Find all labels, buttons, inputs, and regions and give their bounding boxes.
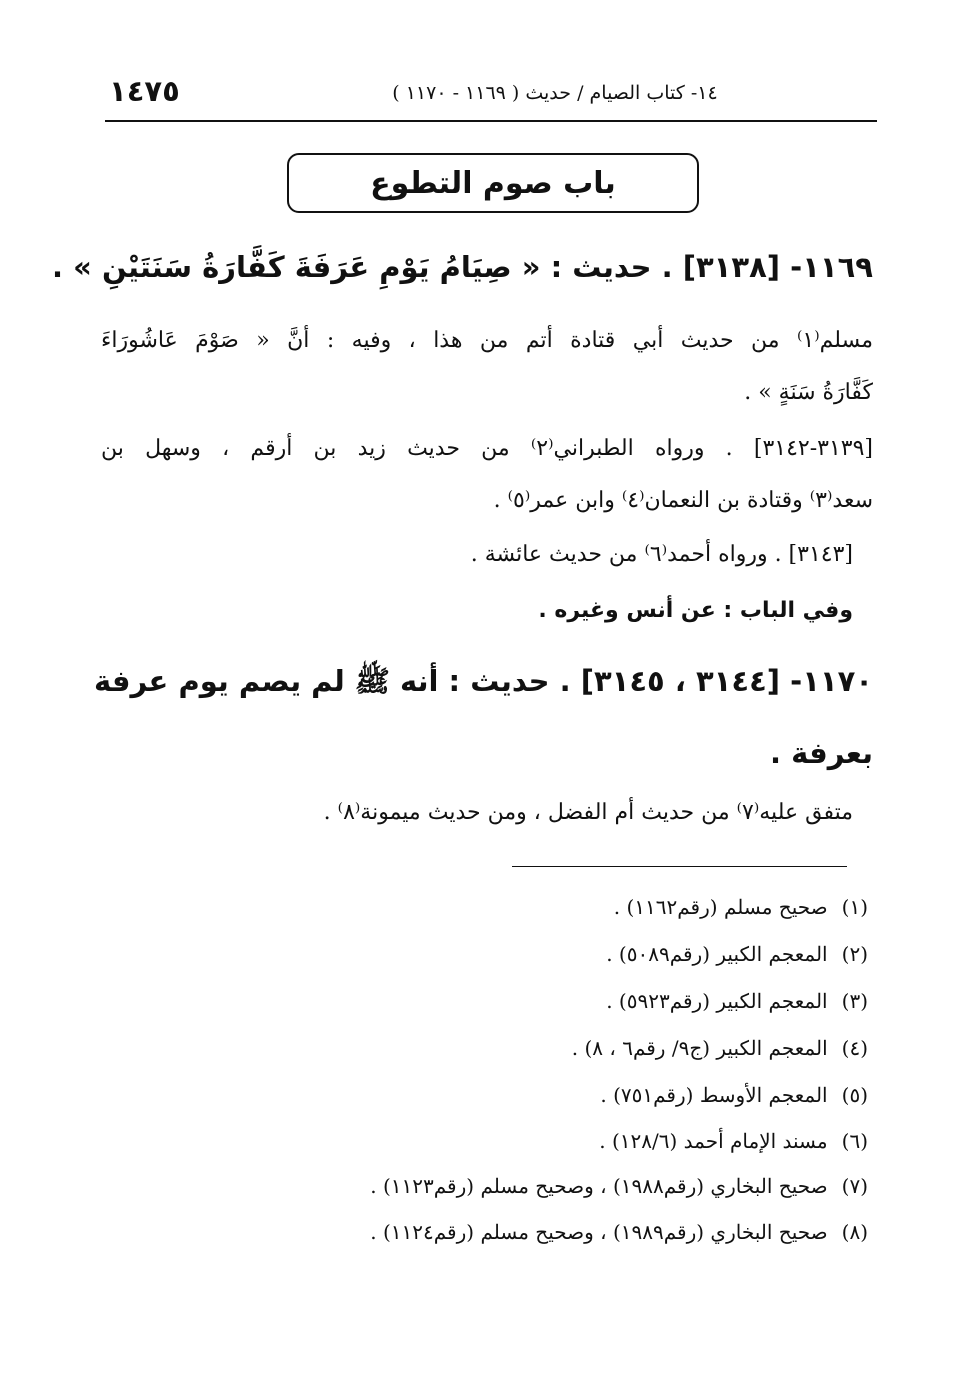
- footnote-5: [600, 1083, 868, 1107]
- footnote-text: المعجم الكبير (رقم٥٠٨٩) .: [606, 942, 828, 966]
- hadith-1170-heading: ١١٧٠- [٣١٤٤ ، ٣١٤٥] . حديث : أنه ﷺ لم يصم يوم عرفة: [93, 664, 873, 698]
- footnote-number: (١): [841, 895, 868, 919]
- footnote-text: المعجم الأوسط (رقم٧٥١) .: [600, 1083, 828, 1107]
- footnote-separator: [512, 866, 847, 867]
- footnote-2: [606, 942, 868, 966]
- footnote-number: (٨): [841, 1220, 868, 1244]
- footnote-3: [606, 989, 868, 1013]
- footnote-7: [370, 1174, 868, 1198]
- hadith-1169-text-line-3: [٣١٣٩-٣١٤٢] . ورواه الطبراني⁽٢⁾ من حديث زيد بن أرقم ، وسهل بن: [101, 436, 873, 461]
- footnote-number: (٣): [841, 989, 868, 1013]
- hadith-1169-text-line-4: سعد⁽٣⁾ وقتادة بن النعمان⁽٤⁾ وابن عمر⁽٥⁾ .: [493, 488, 873, 513]
- page-number: ١٤٧٥: [109, 74, 180, 108]
- page-header: [105, 74, 877, 122]
- running-title: ١٤- كتاب الصيام / حديث ( ١١٦٩ - ١١٧٠ ): [392, 82, 718, 104]
- hadith-1169-heading: ١١٦٩- [٣١٣٨] . حديث : « صِيَامُ يَوْمِ عَرَفَةَ كَفَّارَةُ سَنَتَيْنِ » .: [52, 250, 873, 284]
- footnote-8: [370, 1220, 868, 1244]
- hadith-1169-text-line-1: مسلم⁽١⁾ من حديث أبي قتادة أتم من هذا ، وفيه : أنَّ « صَوْمَ عَاشُورَاءَ: [101, 328, 873, 353]
- footnote-1: [614, 895, 868, 919]
- hadith-1169-text-line-5: [٣١٤٣] . ورواه أحمد⁽٦⁾ من حديث عائشة .: [470, 542, 853, 567]
- footnote-6: [599, 1129, 868, 1153]
- hadith-1170-heading-cont: بعرفة .: [770, 736, 873, 770]
- footnote-number: (٤): [841, 1036, 868, 1060]
- footnote-number: (٥): [841, 1083, 868, 1107]
- footnote-number: (٢): [841, 942, 868, 966]
- footnote-text: مسند الإمام أحمد (١٢٨/٦) .: [599, 1129, 828, 1153]
- footnote-number: (٦): [841, 1129, 868, 1153]
- hadith-1170-text: متفق عليه⁽٧⁾ من حديث أم الفضل ، ومن حديث ميمونة⁽٨⁾ .: [323, 800, 853, 825]
- footnote-text: المعجم الكبير (رقم٥٩٢٣) .: [606, 989, 828, 1013]
- hadith-1169-bab-note: وفي الباب : عن أنس وغيره .: [538, 598, 853, 623]
- footnote-4: [572, 1036, 868, 1060]
- footnote-text: المعجم الكبير (ج٩/ رقم٦ ، ٨) .: [571, 1036, 828, 1060]
- chapter-title: باب صوم التطوع: [370, 165, 616, 201]
- footnote-text: صحيح مسلم (رقم١١٦٢) .: [613, 895, 828, 919]
- footnote-text: صحيح البخاري (رقم١٩٨٩) ، وصحيح مسلم (رقم١١٢٤) .: [370, 1220, 828, 1244]
- footnote-text: صحيح البخاري (رقم١٩٨٨) ، وصحيح مسلم (رقم١١٢٣) .: [370, 1174, 828, 1198]
- hadith-1169-text-line-2: كَفَّارَةُ سَنَةٍ » .: [744, 380, 873, 405]
- footnote-number: (٧): [841, 1174, 868, 1198]
- chapter-title-box: [287, 153, 699, 213]
